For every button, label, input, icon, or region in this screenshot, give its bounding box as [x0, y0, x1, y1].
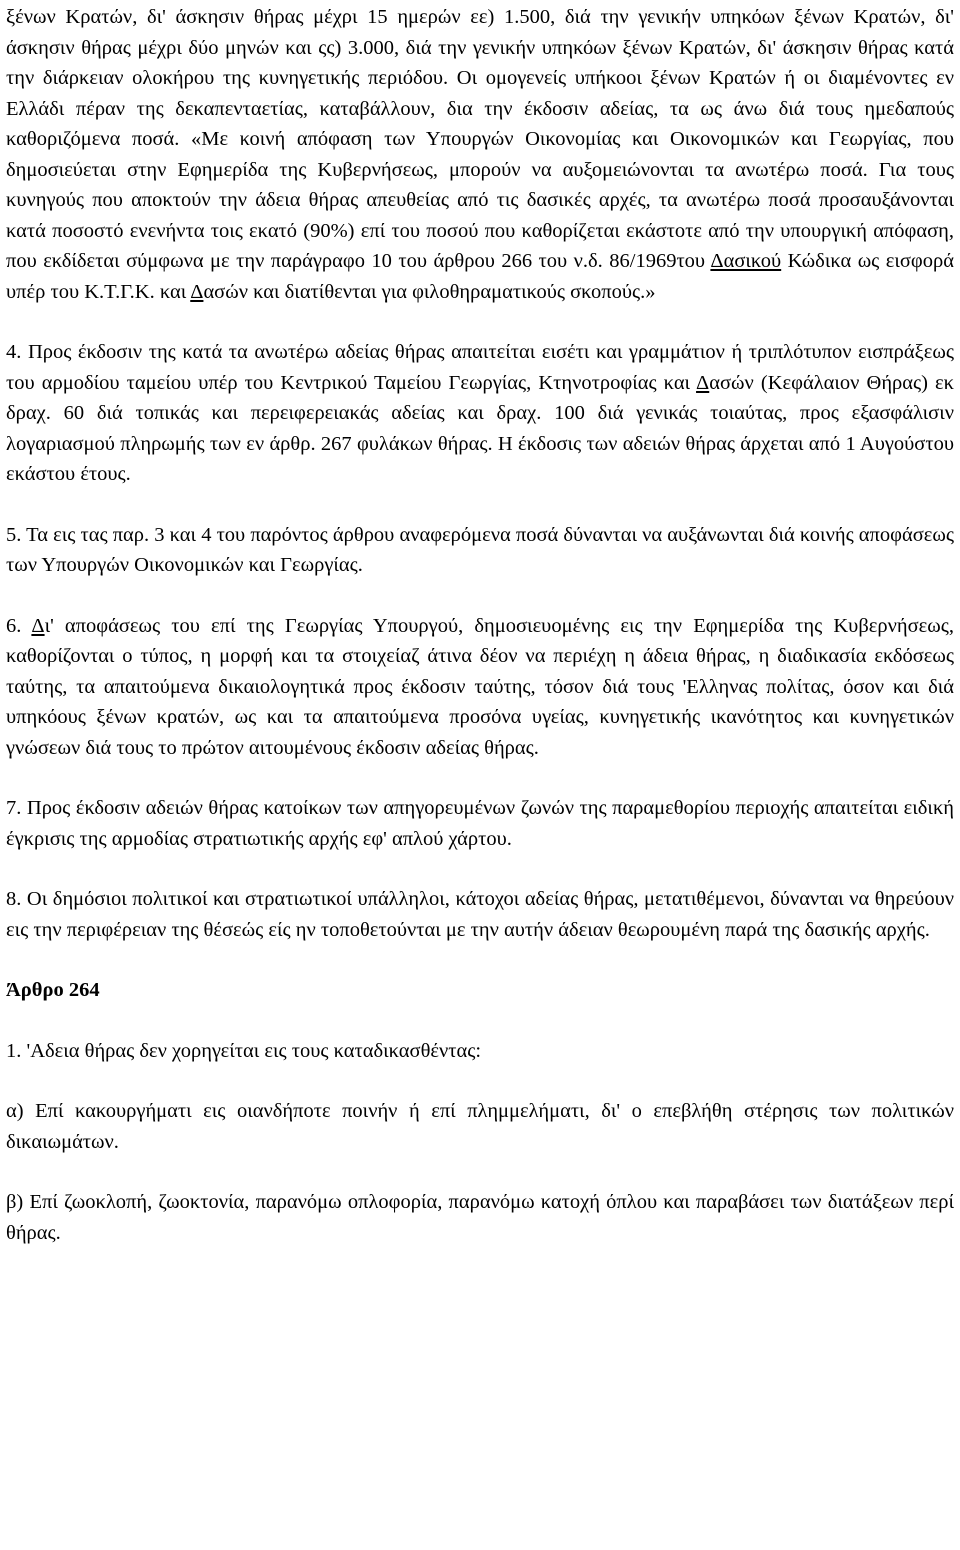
paragraph-4	[6, 337, 954, 490]
article-item-a: α) Επί κακουργήματι εις οιανδήποτε ποινήν ή επί πλημμελήματι, δι' ο επεβλήθη στέρησις των πολιτικών δικαιωμάτων.	[6, 1100, 954, 1153]
paragraph-number: 6.	[6, 614, 32, 637]
paragraph-text: ασών (Κεφάλαιον Θήρας) εκ δραχ. 60 διά τοπικάς και περειφερειακάς αδείας και δραχ. 100 διά γενικάς τοιαύτας, προς εξασφάλισιν λογαριασμού πληρωμής των εν άρθρ. 267 φυλάκων θήρας. Η έκδοσις των αδειών θήρας άρχεται από 1 Αυγούστου εκάστου έτους.	[6, 371, 954, 485]
paragraph-text: 4. Προς έκδοσιν της κατά τα ανωτέρω αδείας θήρας απαιτείται εισέτι και γραμμάτιον ή τριπλότυπον εισπράξεως του αρμοδίου ταμείου υπέρ του Κεντρικού Ταμείου Γεωργίας, Κτηνοτροφίας και	[6, 341, 954, 394]
paragraph-text: ι' αποφάσεως του επί της Γεωργίας Υπουργού, δημοσιευομένης εις την Εφημερίδα της Κυβερνήσεως, καθορίζονται ο τύπος, η μορφή και τα στοιχείαζ άτινα δέον να περιέχη η άδεια θήρας, η διαδικασία εκδόσεως ταύτης, τα απαιτούμενα δικαιολογητικά προς έκδοσιν ταύτης, τόσον διά τους 'Ελληνας πολίτας, όσον και διά υπηκόους ξένων κρατών, ως και τα απαιτούμενα προσόνα υγείας, κυνηγετικής ικανότητος και κυνηγετικών γνώσεων διά τους το πρώτον αιτουμένους έκδοσιν αδείας θήρας.	[6, 614, 954, 759]
article-paragraph-1: 1. 'Αδεια θήρας δεν χορηγείται εις τους καταδικασθέντας:	[6, 1039, 482, 1062]
paragraph-continued	[6, 2, 954, 307]
article-item-b: β) Επί ζωοκλοπή, ζωοκτονία, παρανόμω οπλοφορία, παρανόμω κατοχή όπλου και παραβάσει των διατάξεων περί θήρας.	[6, 1191, 954, 1244]
paragraph-text: Κώδικα ως εισφορά υπέρ του Κ.Τ.Γ.Κ. και	[6, 250, 954, 303]
paragraph-link[interactable]: Δ	[31, 614, 45, 637]
paragraph-text: ασών και διατίθενται για φιλοθηραματικούς σκοπούς.»	[203, 280, 656, 303]
paragraph-5: 5. Τα εις τας παρ. 3 και 4 του παρόντος άρθρου αναφερόμενα ποσά δύνανται να αυξάνωνται διά κοινής αποφάσεως των Υπουργών Οικονομικών και Γεωργίας.	[6, 523, 954, 576]
article-heading: Άρθρο 264	[6, 979, 100, 1001]
paragraph-link[interactable]: Δ	[190, 280, 204, 303]
paragraph-link[interactable]: Δ	[696, 371, 710, 394]
paragraph-link[interactable]: Δασικού	[710, 250, 782, 272]
paragraph-8: 8. Οι δημόσιοι πολιτικοί και στρατιωτικοί υπάλληλοι, κάτοχοι αδείας θήρας, μετατιθέμενοι, δύνανται να θηρεύουν εις την περιφέρειαν της θέσεώς είς ην τοποθετούνται με την αυτήν άδειαν θεωρουμένη παρά της δασικής αρχής.	[6, 888, 954, 941]
paragraph-7: 7. Προς έκδοσιν αδειών θήρας κατοίκων των απηγορευμένων ζωνών της παραμεθορίου περιοχής απαιτείται ειδική έγκρισις της αρμοδίας στρατιωτικής αρχής εφ' απλού χάρτου.	[6, 797, 954, 850]
document-page	[6, 2, 954, 1248]
paragraph-6	[6, 611, 954, 764]
paragraph-text: ξένων Κρατών, δι' άσκησιν θήρας μέχρι 15 ημερών εε) 1.500, διά την γενικήν υπηκόων ξένων Κρατών, δι' άσκησιν θήρας μέχρι δύο μηνών και ςς) 3.000, διά την γενικήν υπηκόων ξένων Κρατών, δι' άσκησιν θήρας κατά την διάρκειαν ολοκήρου της κυνηγετικής περιόδου. Οι ομογενείς υπήκοοι ξένων Κρατών ή οι διαμένοντες εν Ελλάδι πέραν της δεκαπενταετίας, καταβάλλουν, δια την έκδοσιν αδείας, τα ως άνω διά τους ημεδαπούς καθοριζόμενα ποσά. «Με κοινή απόφαση των Υπουργών Οικονομίας και Οικονομικών και Γεωργίας, που δημοσιεύεται στην Εφημερίδα της Κυβερνήσεως, μπορούν να αυξομειώνονται τα ανωτέρω ποσά. Για τους κυνηγούς που αποκτούν την άδεια θήρας απευθείας από τις δασικές αρχές, τα ανωτέρω ποσά προσαυξάνονται κατά ποσοστό ενενήντα τοις εκατό (90%) επί του ποσού που καθορίζεται εκάστοτε από την υπουργική απόφαση, που εκδίδεται σύμφωνα με την παράγραφο 10 του άρθρου 266 του ν.δ. 86/1969του	[6, 6, 954, 272]
